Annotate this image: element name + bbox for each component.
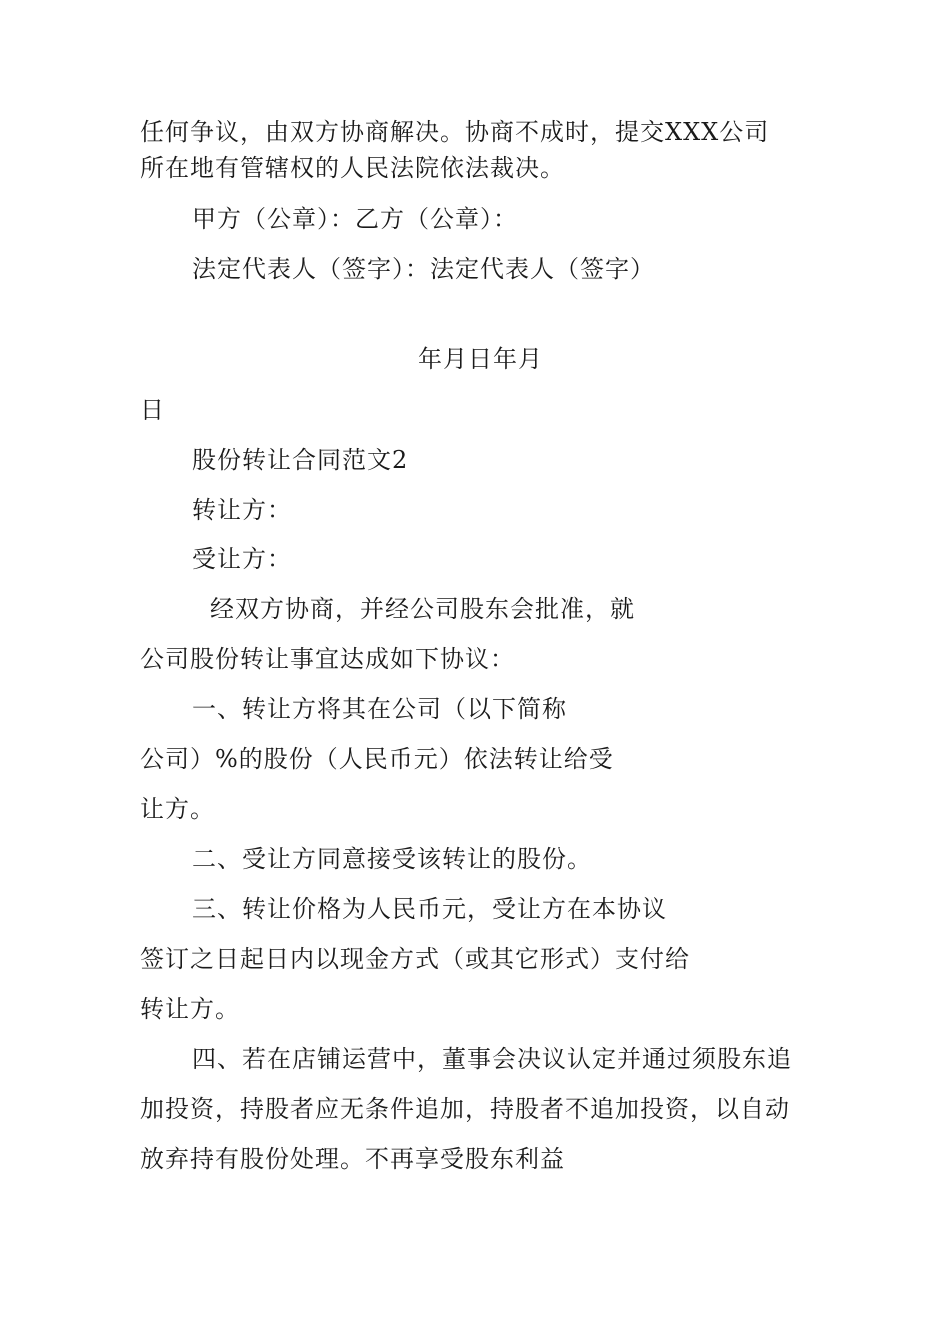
party-seal-line: 甲方（公章）：乙方（公章）：: [192, 205, 518, 233]
clause-4-line: 放弃持有股份处理。不再享受股东利益: [140, 1145, 565, 1173]
clause-4-line: 四、若在店铺运营中，董事会决议认定并通过须股东追: [192, 1045, 792, 1073]
paragraph-line: 任何争议，由双方协商解决。协商不成时，提交XXX公司: [140, 118, 770, 146]
clause-3-line: 签订之日起日内以现金方式（或其它形式）支付给: [140, 945, 690, 973]
paragraph-line: 经双方协商，并经公司股东会批准，就: [210, 595, 635, 623]
section-title: 股份转让合同范文2: [192, 446, 409, 474]
clause-2-line: 二、受让方同意接受该转让的股份。: [192, 845, 592, 873]
clause-1-line: 公司）%的股份（人民币元）依法转让给受: [140, 745, 614, 773]
date-line: 年月日年月: [418, 345, 543, 373]
clause-3-line: 转让方。: [140, 995, 240, 1023]
clause-3-line: 三、转让价格为人民币元，受让方在本协议: [192, 895, 667, 923]
clause-4-line: 加投资，持股者应无条件追加，持股者不追加投资，以自动: [140, 1095, 790, 1123]
representative-signature-line: 法定代表人（签字）：法定代表人（签字）: [192, 255, 655, 283]
date-line-continuation: 日: [140, 396, 165, 424]
clause-1-line: 让方。: [140, 795, 215, 823]
clause-1-line: 一、转让方将其在公司（以下简称: [192, 695, 567, 723]
paragraph-line: 公司股份转让事宜达成如下协议：: [140, 645, 515, 673]
transferor-label: 转让方：: [192, 496, 292, 524]
paragraph-line: 所在地有管辖权的人民法院依法裁决。: [140, 154, 565, 182]
transferee-label: 受让方：: [192, 545, 292, 573]
